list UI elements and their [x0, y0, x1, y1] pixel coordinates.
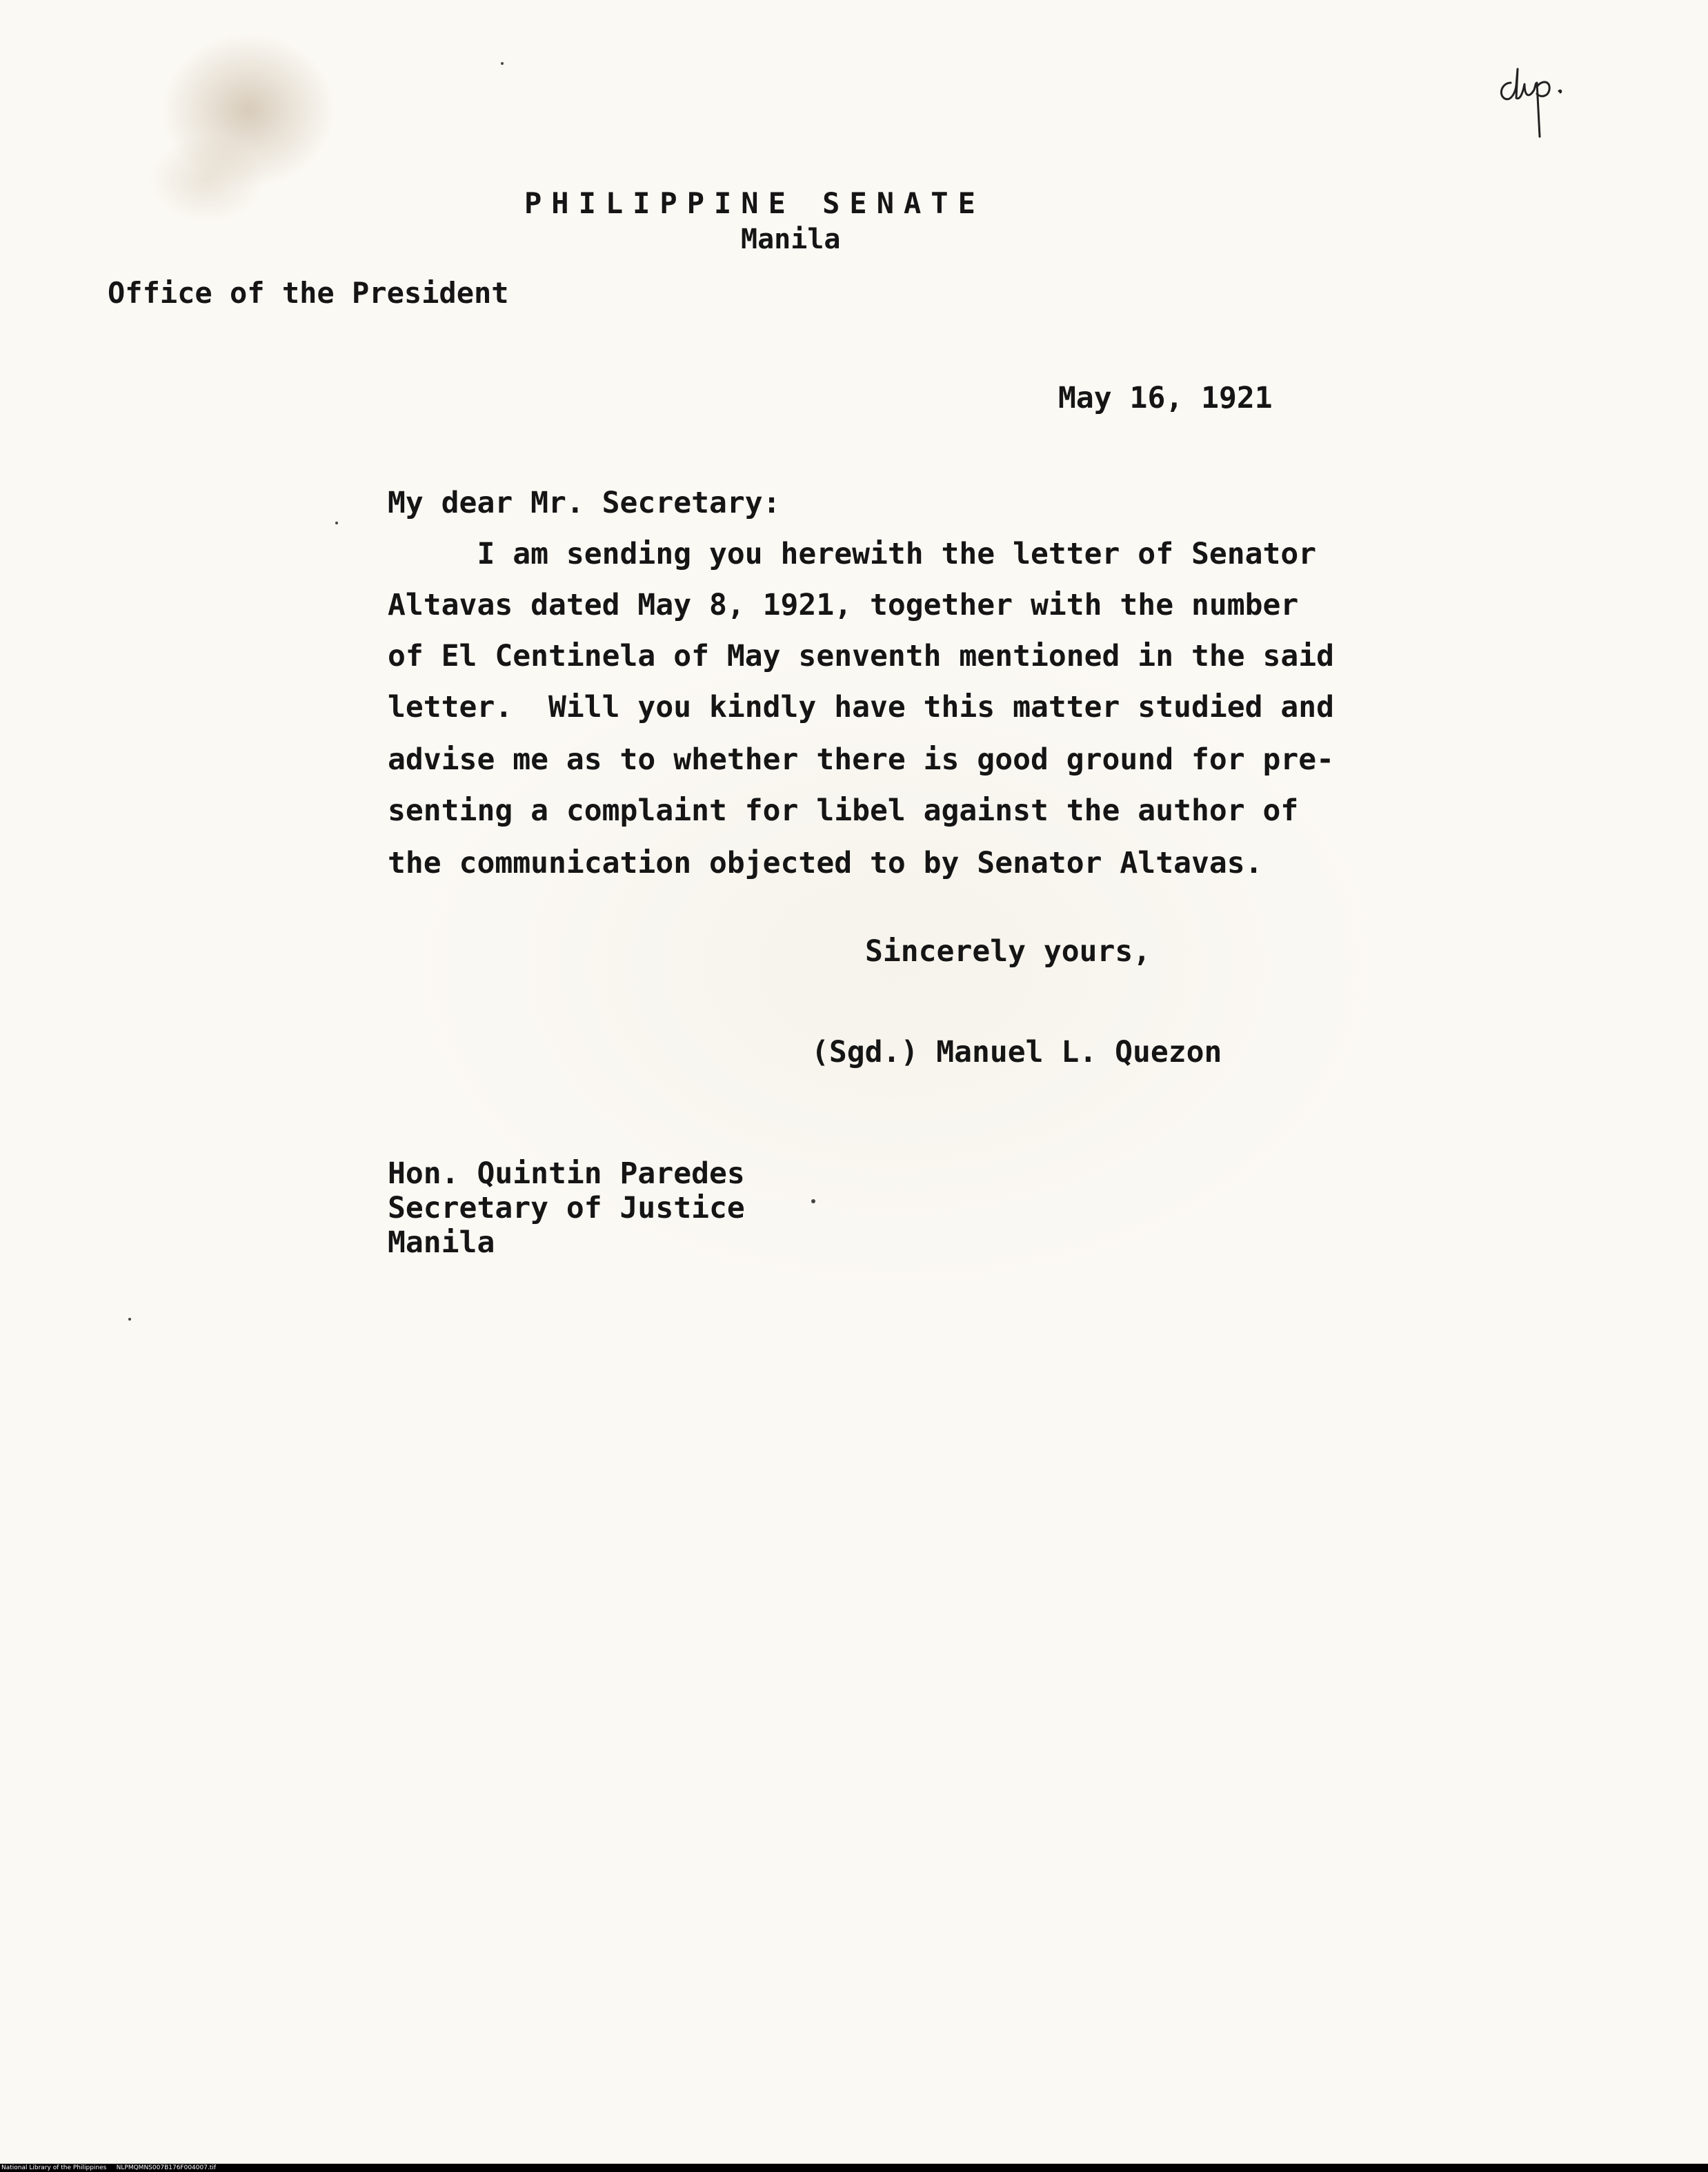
- office-line: Office of the President: [108, 276, 509, 310]
- body-line: letter. Will you kindly have this matter studied and: [388, 690, 1335, 724]
- paper-speck: [335, 522, 338, 524]
- letter-date: May 16, 1921: [1058, 381, 1273, 415]
- addressee-city: Manila: [388, 1225, 495, 1260]
- body-line: senting a complaint for libel against the author of: [388, 793, 1299, 828]
- paper-speck: [501, 62, 504, 65]
- footer-caption: National Library of the Philippines NLPMQMNS007B176F004007.tif: [1, 2164, 217, 2171]
- addressee-title: Secretary of Justice: [388, 1191, 745, 1225]
- closing: Sincerely yours,: [865, 934, 1151, 969]
- letterhead-city: Manila: [741, 224, 841, 255]
- handwritten-note-dup: [1496, 55, 1578, 145]
- body-line: Altavas dated May 8, 1921, together with the number: [388, 588, 1299, 622]
- addressee-name: Hon. Quintin Paredes: [388, 1156, 745, 1191]
- salutation: My dear Mr. Secretary:: [388, 486, 781, 520]
- body-line: of El Centinela of May senventh mentioned in the said: [388, 639, 1335, 673]
- body-line: the communication objected to by Senator Altavas.: [388, 846, 1263, 880]
- signature: (Sgd.) Manuel L. Quezon: [811, 1035, 1222, 1069]
- body-line: advise me as to whether there is good ground for pre-: [388, 742, 1335, 777]
- body-line: I am sending you herewith the letter of Senator: [388, 537, 1317, 571]
- letterhead-title: PHILIPPINE SENATE: [524, 186, 985, 220]
- paper-speck: [128, 1318, 131, 1321]
- paper-speck: [811, 1199, 815, 1203]
- footer-bar: [0, 2164, 1708, 2172]
